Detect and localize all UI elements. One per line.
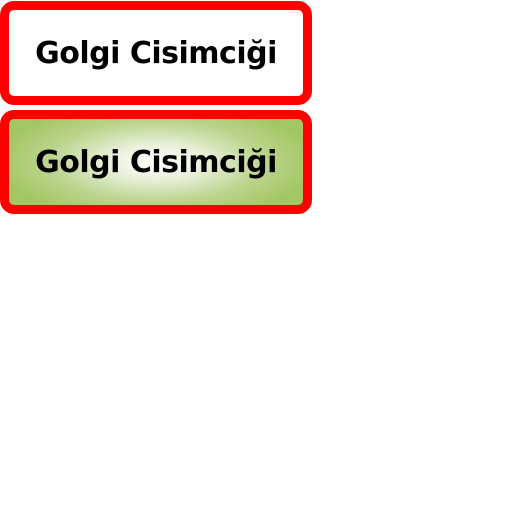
golgi-label-card[interactable] bbox=[0, 1, 312, 105]
golgi-label-text: Golgi Cisimciği bbox=[35, 35, 277, 71]
golgi-label-card-highlighted[interactable] bbox=[0, 110, 312, 214]
golgi-label-text-highlighted: Golgi Cisimciği bbox=[35, 144, 277, 180]
